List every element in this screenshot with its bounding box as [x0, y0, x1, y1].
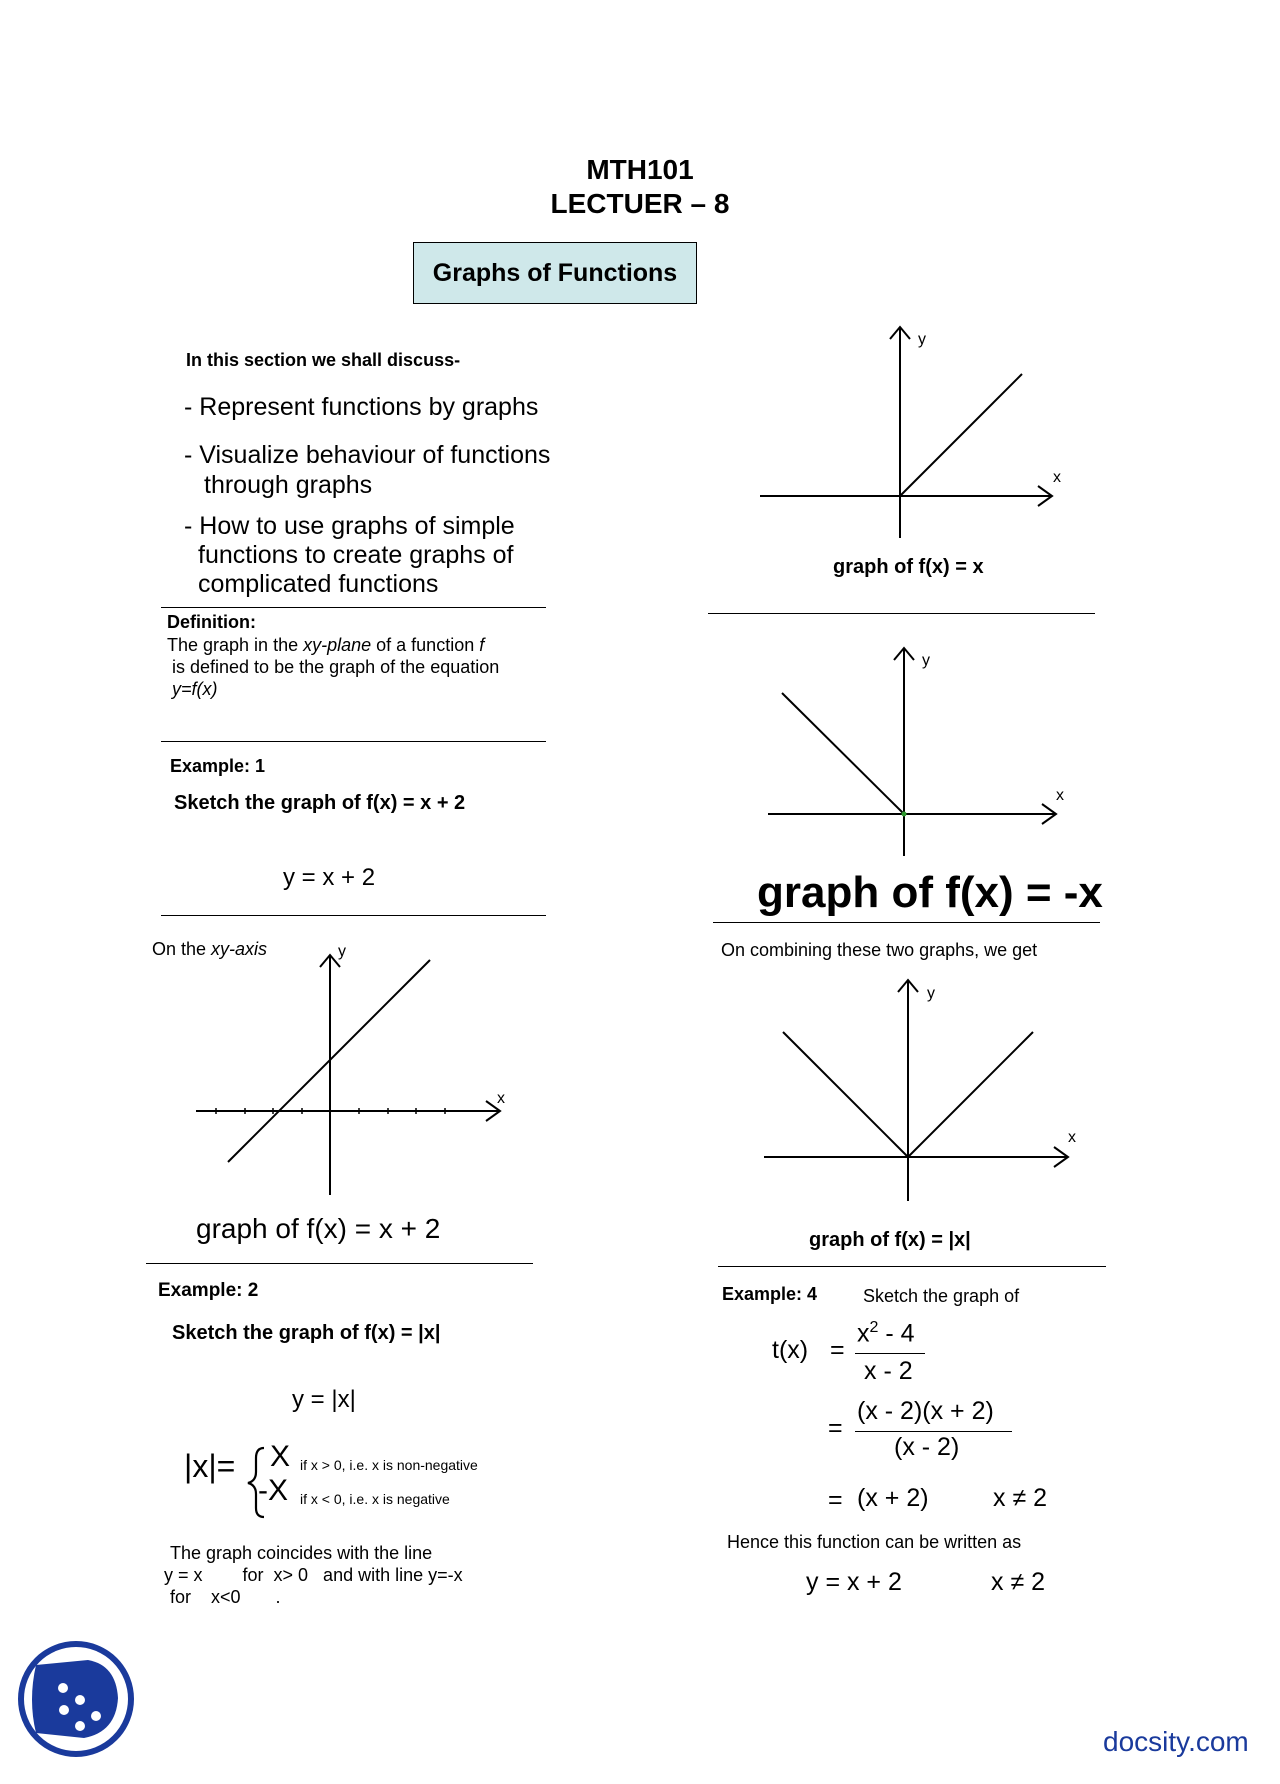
- bullet-2: - Visualize behaviour of functions: [184, 441, 551, 469]
- x-axis-label: x: [1056, 787, 1064, 804]
- fraction2-denominator: (x - 2): [894, 1433, 960, 1461]
- y-axis-label: y: [927, 985, 935, 1002]
- fraction1-denominator: x - 2: [864, 1357, 913, 1385]
- y-axis-label: y: [922, 652, 930, 669]
- fraction1-numerator: $x^2 - 4$: [857, 1319, 915, 1348]
- equals-sign: =: [830, 1336, 845, 1364]
- fraction2-numerator: (x - 2)(x + 2): [857, 1397, 994, 1425]
- caption-graph-abs: graph of f(x) = |x|: [809, 1229, 971, 1251]
- lecture-number: LECTUER – 8: [550, 188, 730, 219]
- t-of-x: t(x): [772, 1336, 809, 1364]
- y-axis-label: y: [338, 943, 346, 960]
- example1-heading: Example: 1: [170, 756, 266, 776]
- example1-equation: y = x + 2: [283, 864, 376, 891]
- example4-heading: Example: 4: [722, 1284, 818, 1304]
- topic-title-box: Graphs of Functions: [413, 242, 697, 304]
- bullet-2-cont: through graphs: [204, 471, 373, 499]
- example1-prompt: Sketch the graph of f(x) = x + 2: [174, 792, 466, 814]
- x-axis-label: x: [1068, 1129, 1076, 1146]
- case2-value: -X: [258, 1474, 288, 1507]
- y-axis-label: y: [918, 331, 926, 348]
- bullet-1: - Represent functions by graphs: [184, 393, 539, 421]
- example2-prompt: Sketch the graph of f(x) = |x|: [172, 1322, 441, 1344]
- simplified-expression: (x + 2): [857, 1484, 929, 1512]
- definition-line-3: y=f(x): [172, 679, 218, 699]
- example2-heading: Example: 2: [158, 1280, 259, 1301]
- equals-sign: =: [828, 1486, 843, 1514]
- caption-graph-neg-x: graph of f(x) = -x: [757, 868, 1103, 917]
- example2-note-1: The graph coincides with the line: [170, 1543, 433, 1563]
- bullet-3-cont1: functions to create graphs of: [198, 541, 514, 569]
- bullet-3: - How to use graphs of simple: [184, 512, 515, 540]
- definition-heading: Definition:: [167, 612, 256, 632]
- domain-condition: x ≠ 2: [993, 1484, 1048, 1512]
- definition-line-2: is defined to be the graph of the equation: [172, 657, 500, 677]
- bullet-3-cont2: complicated functions: [198, 570, 439, 598]
- equals-sign: =: [828, 1414, 843, 1442]
- definition-line-1: The graph in the xy-plane of a function f: [167, 635, 485, 655]
- case1-value: X: [270, 1440, 291, 1473]
- abs-definition-lhs: |x|=: [184, 1448, 236, 1484]
- intro-lead: In this section we shall discuss-: [186, 350, 461, 370]
- brand-link[interactable]: docsity.com: [1103, 1726, 1249, 1757]
- final-equation: y = x + 2: [806, 1568, 902, 1596]
- x-axis-label: x: [497, 1090, 505, 1107]
- caption-graph-x: graph of f(x) = x: [833, 556, 984, 578]
- course-code: MTH101: [586, 154, 694, 185]
- example2-note-2: y = x for x> 0 and with line y=-x: [164, 1565, 463, 1585]
- case2-condition: if x < 0, i.e. x is negative: [300, 1491, 450, 1507]
- final-condition: x ≠ 2: [991, 1568, 1046, 1596]
- x-axis-label: x: [1053, 469, 1061, 486]
- case1-condition: if x > 0, i.e. x is non-negative: [300, 1457, 478, 1473]
- example4-hence: Hence this function can be written as: [727, 1532, 1022, 1552]
- example2-equation: y = |x|: [292, 1386, 356, 1413]
- example1-axis-note: On the xy-axis: [152, 939, 268, 959]
- example1-graph-caption: graph of f(x) = x + 2: [196, 1213, 441, 1244]
- example4-prompt: Sketch the graph of: [863, 1286, 1020, 1306]
- example2-note-3: for x<0 .: [170, 1587, 281, 1607]
- combine-note: On combining these two graphs, we get: [721, 940, 1038, 960]
